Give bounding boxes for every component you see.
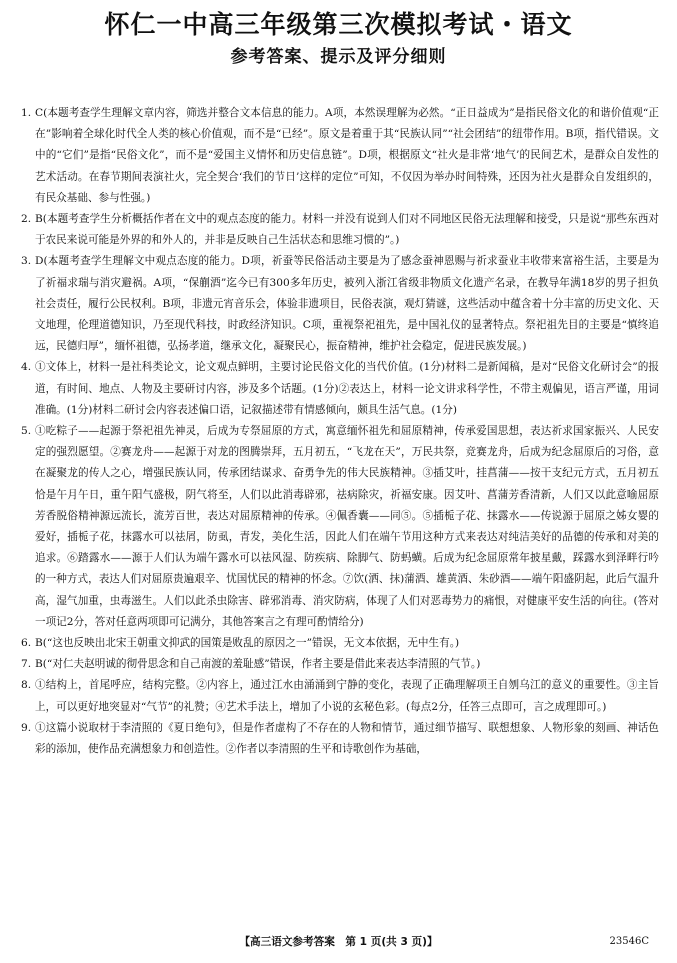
footer-document-code: 23546C xyxy=(609,936,649,947)
answer-number: 1. xyxy=(21,107,32,119)
answer-number: 8. xyxy=(21,679,32,692)
answer-item-4 xyxy=(21,357,659,421)
answer-text: ①结构上，首尾呼应，结构完整。②内容上，通过江水由涌涌到宁静的变化，表现了正确理解项王自刎乌江的意义的重要性。③主旨上，可以更好地突显对“气节”的礼赞；④艺术手法上，增加了小说的玄秘色彩。(每点2分，任答三点即可，言之成理即可。) xyxy=(35,679,659,713)
answer-text: ①这篇小说取材于李清照的《夏日绝句》，但是作者虚构了不存在的人物和情节，通过细节描写、联想想象、人物形象的刻画、神话色彩的添加，使作品充满想象力和创造性。②作者以李清照的生平和诗歌创作为基础， xyxy=(35,721,659,756)
page-footer xyxy=(0,932,677,952)
answer-item-7 xyxy=(21,654,659,675)
answer-text: C(本题考查学生理解文章内容，筛选并整合文本信息的能力。A项，本然误理解为必然。“正日益成为”是指民俗文化的和谐价值观“正在”影响着全球化时代全人类的核心价值观，而不是“已经”。原文是着重于其“民族认同”“社会团结”的纽带作用。B项，指代错误。文中的“它们”是指“民俗文化”，而不是“爱国主义情怀和历史信息链”。D项，根据原文“社火是非常‘地气’的民间艺术，是群众自发性的艺术活动。在春节期间表演社火，完全契合‘我们的节日’这样的定位”可知，不仅因为举办时间特殊，还因为社火是群众自发组织的，有民众基础、参与性强。) xyxy=(35,107,659,204)
answer-item-1 xyxy=(21,103,659,209)
footer-page-label: 【高三语文参考答案 第 1 页(共 3 页)】 xyxy=(239,936,438,948)
answer-item-6 xyxy=(21,633,659,654)
answer-text: ①文体上，材料一是社科类论文，论文观点鲜明，主要讨论民俗文化的当代价值。(1分)材料二是新闻稿，是对“民俗文化研讨会”的报道，有时间、地点、人物及主要研讨内容，涉及多个话题。(1分)②表达上，材料一论文讲求科学性，不带主观偏见，语言严谨，用词准确。(1分)材料二研讨会内容表述偏口语，记叙描述带有情感倾向，颇具生活气息。(1分) xyxy=(35,361,659,416)
answer-item-9 xyxy=(21,718,659,760)
answer-number: 7. xyxy=(21,658,32,671)
answer-item-3 xyxy=(21,251,659,357)
answer-item-8 xyxy=(21,675,659,717)
answer-number: 5. xyxy=(21,425,32,438)
answer-number: 3. xyxy=(21,255,32,268)
answer-list xyxy=(21,103,659,760)
answer-text: B(本题考查学生分析概括作者在文中的观点态度的能力。材料一并没有说到人们对不同地区民俗无法理解和接受，只是说“那些东西对于农民来说可能是外界的和外人的，并非是反映自己生活状态和思维习惯的”。) xyxy=(35,213,659,247)
page-title: 怀仁一中高三年级第三次模拟考试・语文 xyxy=(104,10,573,39)
page-subtitle: 参考答案、提示及评分细则 xyxy=(230,47,447,67)
answer-item-5 xyxy=(21,421,659,633)
answer-number: 4. xyxy=(21,361,32,374)
answer-text: B(“对仁夫赵明诚的彻骨思念和自己南渡的羞耻感”错误，作者主要是借此来表达李清照的气节。) xyxy=(35,658,481,671)
answer-number: 9. xyxy=(21,721,32,734)
answer-text: ①吃粽子——起源于祭祀祖先神灵，后成为专祭屈原的方式，寓意缅怀祖先和屈原精神，传承爱国思想，表达祈求国家振兴、人民安定的强烈愿望。②赛龙舟——起源于对龙的图腾崇拜，五月初五，“飞龙在天”，万民共祭，竞赛龙舟，后成为纪念屈原后的习俗，意在凝聚龙的传人之心，增强民族认同，传承团结谋求、奋勇争先的伟大民族精神。③插艾叶，挂菖蒲——按干支纪元方式，五月初五恰是午月午日，重午阳气盛极，阴气将至，人们以此消毒辟邪，祛病除灾，祈福安康。因艾叶、菖蒲芳香清新，人们又以此意喻屈原芳香脱俗精神源远流长，流芳百世，表达对屈原精神的传承。④佩香囊——同⑤。⑤插栀子花、抹露水——传说源于屈原之姊女婴的爱好，插栀子花，抹露水可以祛屑，防虱，青发，美化生活，因此人们在端午节用这种方式来表达对纯洁美好的品德的传承和对美的追求。⑥踏露水——源于人们认为端午露水可以祛风湿、防疾病、除脚气、防蚂蟥。后成为纪念屈原常年披星戴，踩露水到泽畔行吟的一种方式，表达人们对屈原贵遍艰辛、忧国忧民的精神的怀念。⑦饮(洒、抹)蒲酒、雄黄酒、朱砂酒——端午阳盛阴起，此后气温升高，湿气加重，虫毒滋生。人们以此杀虫除害、辟邪消毒、消灾防病，体现了人们对恶毒势力的痛恨，对健康平安生活的向往。(答对一项记2分，答对任意两项即可记满分，其他答案言之有理可酌情给分) xyxy=(35,425,659,628)
answer-number: 6. xyxy=(21,637,32,650)
answer-text: B(“这也反映出北宋王朝重文抑武的国策是败乱的原因之一”错误，无文本依据，无中生有。) xyxy=(35,637,460,650)
answer-text: D(本题考查学生理解文中观点态度的能力。D项，祈蚕等民俗活动主要是为了感念蚕神恩赐与祈求蚕业丰收带来富裕生活，主要是为了祈福求瑞与消灾避祸。A项，“保蒯酒”迄今已有300多年历史，被列入浙江省级非物质文化遗产名录，在教导年满18岁的男子担负社会责任，履行公民权利。B项，非遗元宵音乐会，体验非遗项目，民俗表演，观灯猜谜，这些活动中蕴含着十分丰富的历史文化、天文地理，伦理道德知识，乃至现代科技，时政经济知识。C项，重视祭祀祖先，是中国礼仪的显著特点。祭祀祖先目的主要是“慎终追远，民德归厚”，缅怀祖德，弘扬孝道，继承文化，凝聚民心，振奋精神，维护社会稳定，促进民族发展。) xyxy=(35,255,659,353)
answer-number: 2. xyxy=(21,213,32,226)
answer-item-2 xyxy=(21,209,659,251)
